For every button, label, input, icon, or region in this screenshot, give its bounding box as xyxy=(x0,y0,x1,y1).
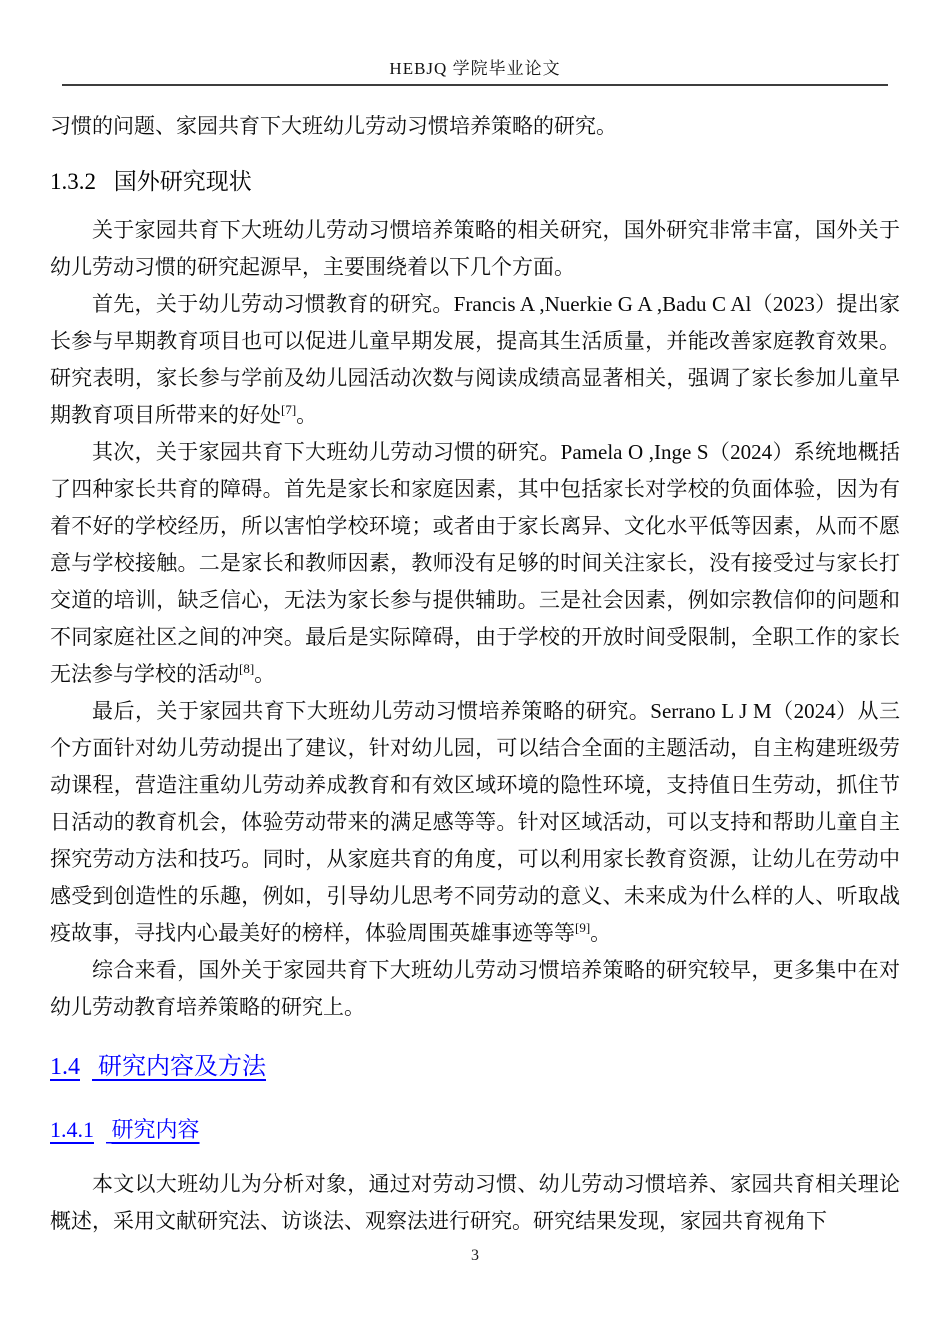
paragraph-overview: 关于家园共育下大班幼儿劳动习惯培养策略的相关研究，国外研究非常丰富，国外关于幼儿劳动习惯的研究起源早，主要围绕着以下几个方面。 xyxy=(50,218,900,279)
heading-1-3-2 xyxy=(50,165,900,198)
heading-1-3-2-number: 1.3.2 xyxy=(50,169,96,194)
paragraph-summary: 综合来看，国外关于家园共育下大班幼儿劳动习惯培养策略的研究较早，更多集中在对幼儿劳动教育培养策略的研究上。 xyxy=(50,958,900,1019)
paragraph-third-aspect: 最后，关于家园共育下大班幼儿劳动习惯培养策略的研究。Serrano L J M（2024）从三个方面针对幼儿劳动提出了建议，针对幼儿园，可以结合全面的主题活动，自主构建班级劳动课程，营造注重幼儿劳动养成教育和有效区域环境的隐性环境，支持值日生劳动，抓住节日活动的教育机会，体验劳动带来的满足感等等。针对区域活动，可以支持和帮助儿童自主探究劳动方法和技巧。同时，从家庭共育的角度，可以利用家长教育资源，让幼儿在劳动中感受到创造性的乐趣，例如，引导幼儿思考不同劳动的意义、未来成为什么样的人、听取战疫故事，寻找内心最美好的榜样，体验周围英雄事迹等等[9]。 xyxy=(50,699,900,945)
page-footer xyxy=(0,1247,950,1265)
heading-1-4-number: 1.4 xyxy=(50,1054,80,1080)
heading-1-4-1-title: 研究内容 xyxy=(111,1117,200,1142)
heading-1-4-title: 研究内容及方法 xyxy=(98,1053,266,1080)
paragraph-first-aspect: 首先，关于幼儿劳动习惯教育的研究。Francis A ,Nuerkie G A ,Badu C Al（2023）提出家长参与早期教育项目也可以促进儿童早期发展，提高其生活质量，并能改善家庭教育效果。研究表明，家长参与学前及幼儿园活动次数与阅读成绩高显著相关，强调了家长参加儿童早期教育项目所带来的好处[7]。 xyxy=(50,292,900,427)
heading-1-4-link[interactable] xyxy=(50,1050,900,1084)
heading-1-4-1-link[interactable] xyxy=(50,1114,900,1145)
running-header-title: HEBJQ 学院毕业论文 xyxy=(389,59,561,78)
page-number: 3 xyxy=(471,1247,479,1264)
heading-1-4-1-number: 1.4.1 xyxy=(50,1117,94,1142)
document-body xyxy=(50,108,900,1240)
paragraph-research-content: 本文以大班幼儿为分析对象，通过对劳动习惯、幼儿劳动习惯培养、家园共育相关理论概述，采用文献研究法、访谈法、观察法进行研究。研究结果发现，家园共育视角下 xyxy=(50,1172,900,1233)
paragraph-continuation: 习惯的问题、家园共育下大班幼儿劳动习惯培养策略的研究。 xyxy=(50,114,617,138)
paragraph-second-aspect: 其次，关于家园共育下大班幼儿劳动习惯的研究。Pamela O ,Inge S（2024）系统地概括了四种家长共育的障碍。首先是家长和家庭因素，其中包括家长对学校的负面体验，因为有着不好的学校经历，所以害怕学校环境；或者由于家长离异、文化水平低等因素，从而不愿意与学校接触。二是家长和教师因素，教师没有足够的时间关注家长，没有接受过与家长打交道的培训，缺乏信心，无法为家长参与提供辅助。三是社会因素，例如宗教信仰的问题和不同家庭社区之间的冲突。最后是实际障碍，由于学校的开放时间受限制，全职工作的家长无法参与学校的活动[8]。 xyxy=(50,440,900,686)
heading-1-3-2-title: 国外研究现状 xyxy=(113,168,252,194)
running-header xyxy=(62,0,888,86)
